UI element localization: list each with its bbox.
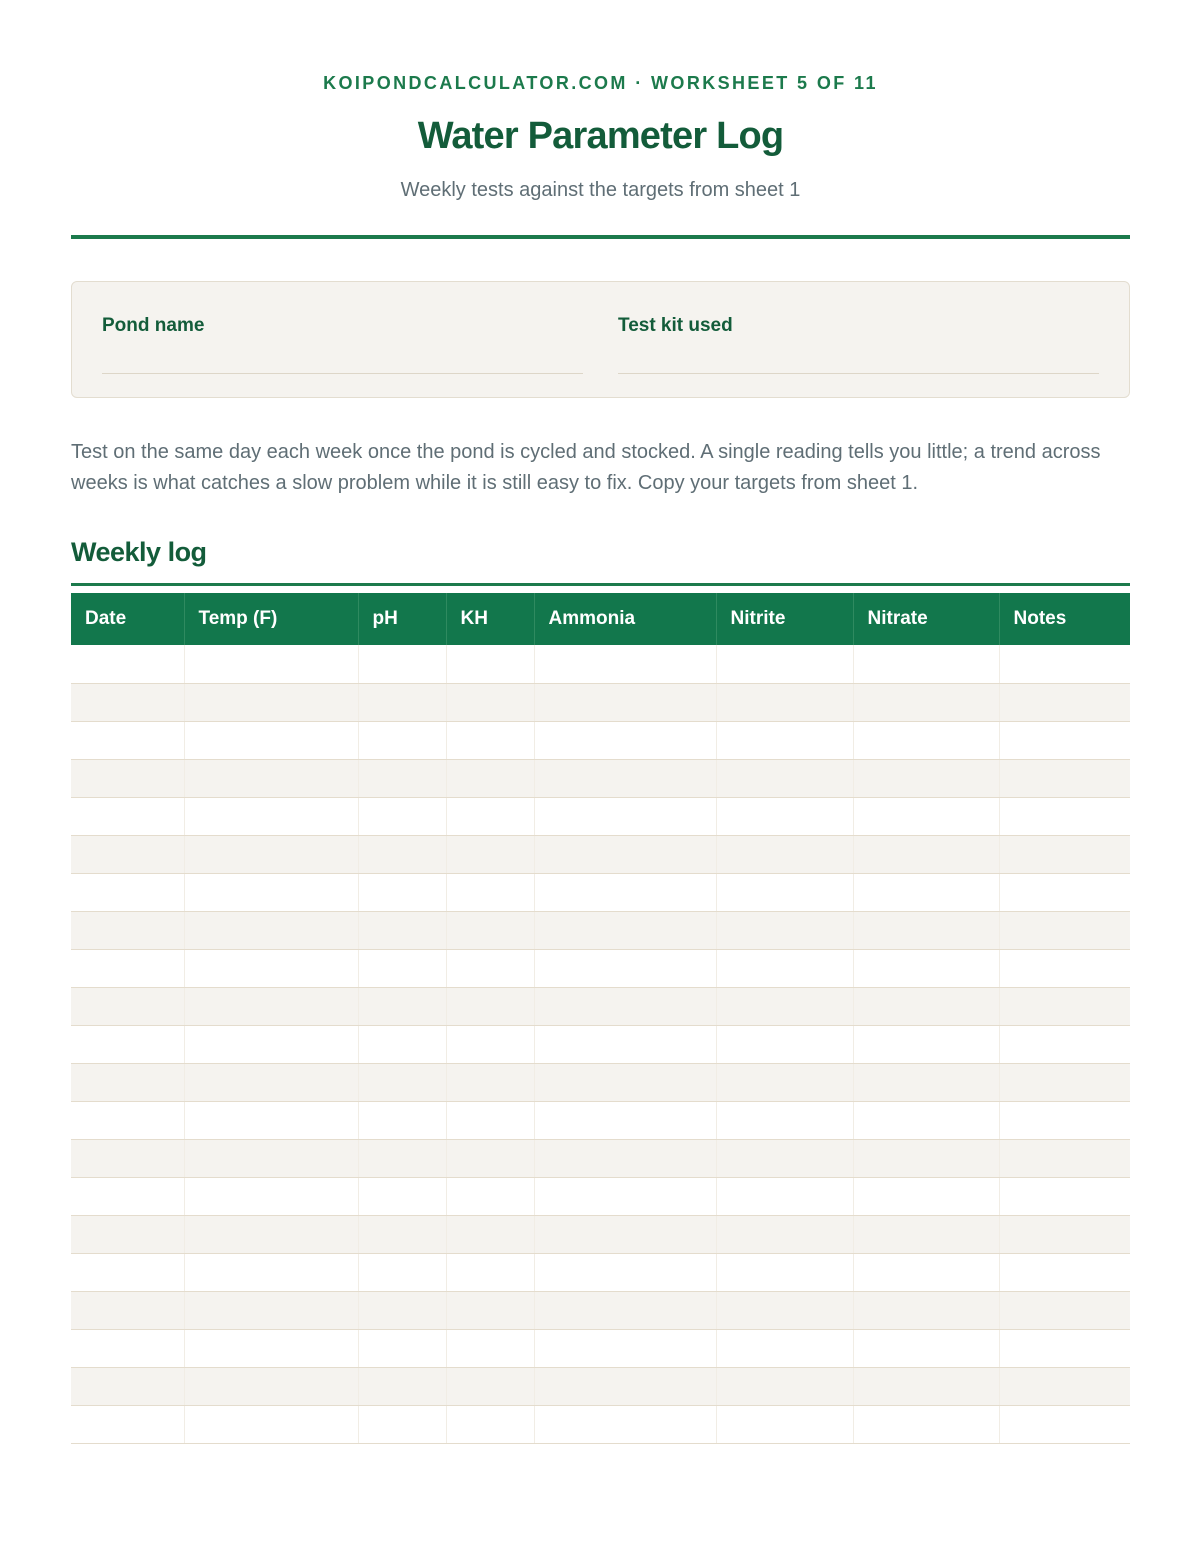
log-cell[interactable] bbox=[999, 1367, 1130, 1405]
log-cell[interactable] bbox=[184, 1101, 358, 1139]
log-cell[interactable] bbox=[999, 1329, 1130, 1367]
log-cell[interactable] bbox=[446, 683, 534, 721]
log-cell[interactable] bbox=[358, 1329, 446, 1367]
pond-name-label: Pond name bbox=[102, 315, 205, 336]
log-cell[interactable] bbox=[184, 645, 358, 683]
table-row bbox=[71, 949, 1130, 987]
log-cell[interactable] bbox=[534, 1025, 716, 1063]
log-cell[interactable] bbox=[71, 797, 184, 835]
log-cell[interactable] bbox=[716, 1177, 853, 1215]
log-cell[interactable] bbox=[184, 987, 358, 1025]
log-cell[interactable] bbox=[358, 1139, 446, 1177]
log-cell[interactable] bbox=[534, 949, 716, 987]
log-cell[interactable] bbox=[534, 1367, 716, 1405]
column-header-nitrate: Nitrate bbox=[853, 593, 999, 645]
column-header-temp: Temp (F) bbox=[184, 593, 358, 645]
log-cell[interactable] bbox=[999, 1139, 1130, 1177]
table-row bbox=[71, 911, 1130, 949]
log-cell[interactable] bbox=[534, 1253, 716, 1291]
log-cell[interactable] bbox=[358, 1367, 446, 1405]
log-cell[interactable] bbox=[446, 873, 534, 911]
log-cell[interactable] bbox=[358, 1291, 446, 1329]
log-cell[interactable] bbox=[716, 1025, 853, 1063]
log-cell[interactable] bbox=[184, 1405, 358, 1443]
pond-name-field[interactable] bbox=[102, 315, 583, 337]
intro-paragraph: Test on the same day each week once the pond is cycled and stocked. A single reading tells you little; a trend across weeks is what catches a slow problem while it is still easy to fix. Copy your targets from sheet 1. bbox=[71, 441, 1101, 494]
header-divider bbox=[71, 235, 1130, 239]
log-cell[interactable] bbox=[716, 873, 853, 911]
log-cell[interactable] bbox=[184, 1253, 358, 1291]
log-cell[interactable] bbox=[716, 1101, 853, 1139]
log-cell[interactable] bbox=[358, 721, 446, 759]
section-divider bbox=[71, 583, 1130, 586]
log-cell[interactable] bbox=[853, 1329, 999, 1367]
log-cell[interactable] bbox=[71, 1063, 184, 1101]
log-cell[interactable] bbox=[71, 1405, 184, 1443]
log-cell[interactable] bbox=[999, 1215, 1130, 1253]
log-cell[interactable] bbox=[853, 1063, 999, 1101]
page-subtitle: Weekly tests against the targets from sheet 1 bbox=[400, 179, 801, 201]
log-cell[interactable] bbox=[853, 1253, 999, 1291]
log-cell[interactable] bbox=[184, 873, 358, 911]
log-cell[interactable] bbox=[999, 949, 1130, 987]
log-cell[interactable] bbox=[853, 721, 999, 759]
log-cell[interactable] bbox=[534, 759, 716, 797]
log-cell[interactable] bbox=[716, 1291, 853, 1329]
log-cell[interactable] bbox=[71, 1139, 184, 1177]
log-cell[interactable] bbox=[999, 1253, 1130, 1291]
log-cell[interactable] bbox=[446, 835, 534, 873]
log-cell[interactable] bbox=[446, 645, 534, 683]
table-row bbox=[71, 797, 1130, 835]
table-row bbox=[71, 1139, 1130, 1177]
log-cell[interactable] bbox=[716, 835, 853, 873]
log-cell[interactable] bbox=[446, 1405, 534, 1443]
table-row bbox=[71, 683, 1130, 721]
table-row bbox=[71, 1063, 1130, 1101]
log-cell[interactable] bbox=[716, 645, 853, 683]
log-cell[interactable] bbox=[716, 1405, 853, 1443]
log-cell[interactable] bbox=[534, 1215, 716, 1253]
log-cell[interactable] bbox=[716, 1215, 853, 1253]
log-cell[interactable] bbox=[184, 949, 358, 987]
log-cell[interactable] bbox=[853, 873, 999, 911]
log-cell[interactable] bbox=[534, 1291, 716, 1329]
log-cell[interactable] bbox=[534, 721, 716, 759]
weekly-log-table bbox=[71, 593, 1130, 1444]
log-cell[interactable] bbox=[446, 1177, 534, 1215]
log-cell[interactable] bbox=[446, 949, 534, 987]
log-cell[interactable] bbox=[853, 1367, 999, 1405]
log-cell[interactable] bbox=[716, 911, 853, 949]
log-cell[interactable] bbox=[184, 721, 358, 759]
log-cell[interactable] bbox=[71, 949, 184, 987]
log-cell[interactable] bbox=[534, 873, 716, 911]
log-cell[interactable] bbox=[358, 1405, 446, 1443]
log-cell[interactable] bbox=[358, 1063, 446, 1101]
log-cell[interactable] bbox=[71, 1215, 184, 1253]
log-cell[interactable] bbox=[71, 721, 184, 759]
log-cell[interactable] bbox=[446, 911, 534, 949]
log-cell[interactable] bbox=[358, 1215, 446, 1253]
log-cell[interactable] bbox=[853, 797, 999, 835]
log-cell[interactable] bbox=[184, 835, 358, 873]
log-cell[interactable] bbox=[999, 683, 1130, 721]
column-header-ph: pH bbox=[358, 593, 446, 645]
worksheet-kicker: KOIPONDCALCULATOR.COM · WORKSHEET 5 OF 11 bbox=[323, 73, 878, 93]
log-cell[interactable] bbox=[999, 1291, 1130, 1329]
log-cell[interactable] bbox=[446, 987, 534, 1025]
log-cell[interactable] bbox=[999, 835, 1130, 873]
log-cell[interactable] bbox=[999, 1405, 1130, 1443]
log-cell[interactable] bbox=[534, 645, 716, 683]
log-cell[interactable] bbox=[358, 1101, 446, 1139]
test-kit-field[interactable] bbox=[618, 315, 1099, 337]
pond-info-box bbox=[71, 281, 1130, 398]
log-cell[interactable] bbox=[999, 1063, 1130, 1101]
log-cell[interactable] bbox=[184, 1329, 358, 1367]
log-cell[interactable] bbox=[534, 1101, 716, 1139]
log-cell[interactable] bbox=[853, 683, 999, 721]
log-cell[interactable] bbox=[184, 1177, 358, 1215]
log-cell[interactable] bbox=[534, 1063, 716, 1101]
log-cell[interactable] bbox=[534, 987, 716, 1025]
log-cell[interactable] bbox=[999, 911, 1130, 949]
log-header-row bbox=[71, 593, 1130, 645]
log-cell[interactable] bbox=[358, 683, 446, 721]
log-cell[interactable] bbox=[446, 1063, 534, 1101]
column-header-notes: Notes bbox=[999, 593, 1130, 645]
log-cell[interactable] bbox=[446, 1329, 534, 1367]
table-row bbox=[71, 835, 1130, 873]
log-body bbox=[71, 645, 1130, 1443]
table-row bbox=[71, 721, 1130, 759]
log-cell[interactable] bbox=[999, 797, 1130, 835]
table-row bbox=[71, 645, 1130, 683]
table-row bbox=[71, 1215, 1130, 1253]
table-row bbox=[71, 1025, 1130, 1063]
column-header-ammonia: Ammonia bbox=[534, 593, 716, 645]
log-cell[interactable] bbox=[999, 1025, 1130, 1063]
page-title: Water Parameter Log bbox=[417, 115, 784, 157]
log-cell[interactable] bbox=[184, 1367, 358, 1405]
log-cell[interactable] bbox=[71, 911, 184, 949]
log-cell[interactable] bbox=[999, 1101, 1130, 1139]
table-row bbox=[71, 1253, 1130, 1291]
log-cell[interactable] bbox=[999, 873, 1130, 911]
log-cell[interactable] bbox=[534, 835, 716, 873]
log-cell[interactable] bbox=[71, 645, 184, 683]
log-cell[interactable] bbox=[716, 949, 853, 987]
log-cell[interactable] bbox=[999, 721, 1130, 759]
log-cell[interactable] bbox=[184, 911, 358, 949]
test-kit-line[interactable] bbox=[618, 373, 1099, 374]
log-cell[interactable] bbox=[716, 987, 853, 1025]
log-cell[interactable] bbox=[358, 987, 446, 1025]
log-cell[interactable] bbox=[853, 1177, 999, 1215]
table-row bbox=[71, 1405, 1130, 1443]
table-row bbox=[71, 1329, 1130, 1367]
log-cell[interactable] bbox=[71, 1101, 184, 1139]
log-cell[interactable] bbox=[853, 835, 999, 873]
weekly-log-title: Weekly log bbox=[71, 537, 207, 567]
log-cell[interactable] bbox=[184, 1139, 358, 1177]
log-cell[interactable] bbox=[446, 1253, 534, 1291]
table-row bbox=[71, 873, 1130, 911]
log-cell[interactable] bbox=[716, 797, 853, 835]
log-cell[interactable] bbox=[999, 759, 1130, 797]
log-cell[interactable] bbox=[71, 1025, 184, 1063]
log-cell[interactable] bbox=[534, 1177, 716, 1215]
log-cell[interactable] bbox=[358, 873, 446, 911]
table-row bbox=[71, 1177, 1130, 1215]
log-cell[interactable] bbox=[853, 1405, 999, 1443]
log-cell[interactable] bbox=[446, 1101, 534, 1139]
log-cell[interactable] bbox=[853, 1025, 999, 1063]
log-cell[interactable] bbox=[71, 759, 184, 797]
log-cell[interactable] bbox=[71, 987, 184, 1025]
log-cell[interactable] bbox=[184, 797, 358, 835]
log-cell[interactable] bbox=[184, 759, 358, 797]
log-cell[interactable] bbox=[184, 683, 358, 721]
log-cell[interactable] bbox=[446, 1215, 534, 1253]
log-cell[interactable] bbox=[716, 1367, 853, 1405]
log-cell[interactable] bbox=[358, 1177, 446, 1215]
log-cell[interactable] bbox=[534, 683, 716, 721]
log-cell[interactable] bbox=[716, 721, 853, 759]
log-cell[interactable] bbox=[853, 949, 999, 987]
log-cell[interactable] bbox=[853, 645, 999, 683]
log-cell[interactable] bbox=[853, 911, 999, 949]
log-cell[interactable] bbox=[446, 759, 534, 797]
log-cell[interactable] bbox=[716, 1329, 853, 1367]
log-cell[interactable] bbox=[71, 1253, 184, 1291]
log-cell[interactable] bbox=[71, 683, 184, 721]
log-cell[interactable] bbox=[358, 1253, 446, 1291]
log-cell[interactable] bbox=[716, 683, 853, 721]
log-cell[interactable] bbox=[184, 1025, 358, 1063]
log-cell[interactable] bbox=[534, 1405, 716, 1443]
log-cell[interactable] bbox=[716, 759, 853, 797]
log-cell[interactable] bbox=[853, 1139, 999, 1177]
log-cell[interactable] bbox=[71, 835, 184, 873]
log-cell[interactable] bbox=[999, 645, 1130, 683]
log-cell[interactable] bbox=[853, 1101, 999, 1139]
log-cell[interactable] bbox=[534, 797, 716, 835]
column-header-date: Date bbox=[71, 593, 184, 645]
log-cell[interactable] bbox=[446, 1367, 534, 1405]
log-cell[interactable] bbox=[446, 1025, 534, 1063]
pond-name-line[interactable] bbox=[102, 373, 583, 374]
log-cell[interactable] bbox=[853, 1291, 999, 1329]
log-cell[interactable] bbox=[358, 949, 446, 987]
log-cell[interactable] bbox=[358, 645, 446, 683]
log-cell[interactable] bbox=[358, 797, 446, 835]
log-cell[interactable] bbox=[358, 911, 446, 949]
log-cell[interactable] bbox=[184, 1215, 358, 1253]
log-cell[interactable] bbox=[716, 1253, 853, 1291]
log-cell[interactable] bbox=[534, 1329, 716, 1367]
table-row bbox=[71, 1291, 1130, 1329]
table-row bbox=[71, 759, 1130, 797]
log-cell[interactable] bbox=[184, 1063, 358, 1101]
log-cell[interactable] bbox=[853, 987, 999, 1025]
log-cell[interactable] bbox=[716, 1063, 853, 1101]
log-cell[interactable] bbox=[534, 911, 716, 949]
log-cell[interactable] bbox=[853, 759, 999, 797]
log-cell[interactable] bbox=[999, 1177, 1130, 1215]
log-cell[interactable] bbox=[358, 759, 446, 797]
log-cell[interactable] bbox=[71, 1329, 184, 1367]
log-cell[interactable] bbox=[71, 873, 184, 911]
log-cell[interactable] bbox=[358, 1025, 446, 1063]
table-row bbox=[71, 987, 1130, 1025]
log-cell[interactable] bbox=[534, 1139, 716, 1177]
log-cell[interactable] bbox=[446, 721, 534, 759]
log-cell[interactable] bbox=[184, 1291, 358, 1329]
log-cell[interactable] bbox=[446, 797, 534, 835]
test-kit-label: Test kit used bbox=[618, 315, 733, 336]
log-cell[interactable] bbox=[446, 1291, 534, 1329]
log-cell[interactable] bbox=[999, 987, 1130, 1025]
log-cell[interactable] bbox=[71, 1367, 184, 1405]
log-cell[interactable] bbox=[358, 835, 446, 873]
log-cell[interactable] bbox=[71, 1177, 184, 1215]
column-header-nitrite: Nitrite bbox=[716, 593, 853, 645]
column-header-kh: KH bbox=[446, 593, 534, 645]
log-cell[interactable] bbox=[716, 1139, 853, 1177]
table-row bbox=[71, 1367, 1130, 1405]
log-cell[interactable] bbox=[446, 1139, 534, 1177]
table-row bbox=[71, 1101, 1130, 1139]
log-cell[interactable] bbox=[71, 1291, 184, 1329]
log-cell[interactable] bbox=[853, 1215, 999, 1253]
